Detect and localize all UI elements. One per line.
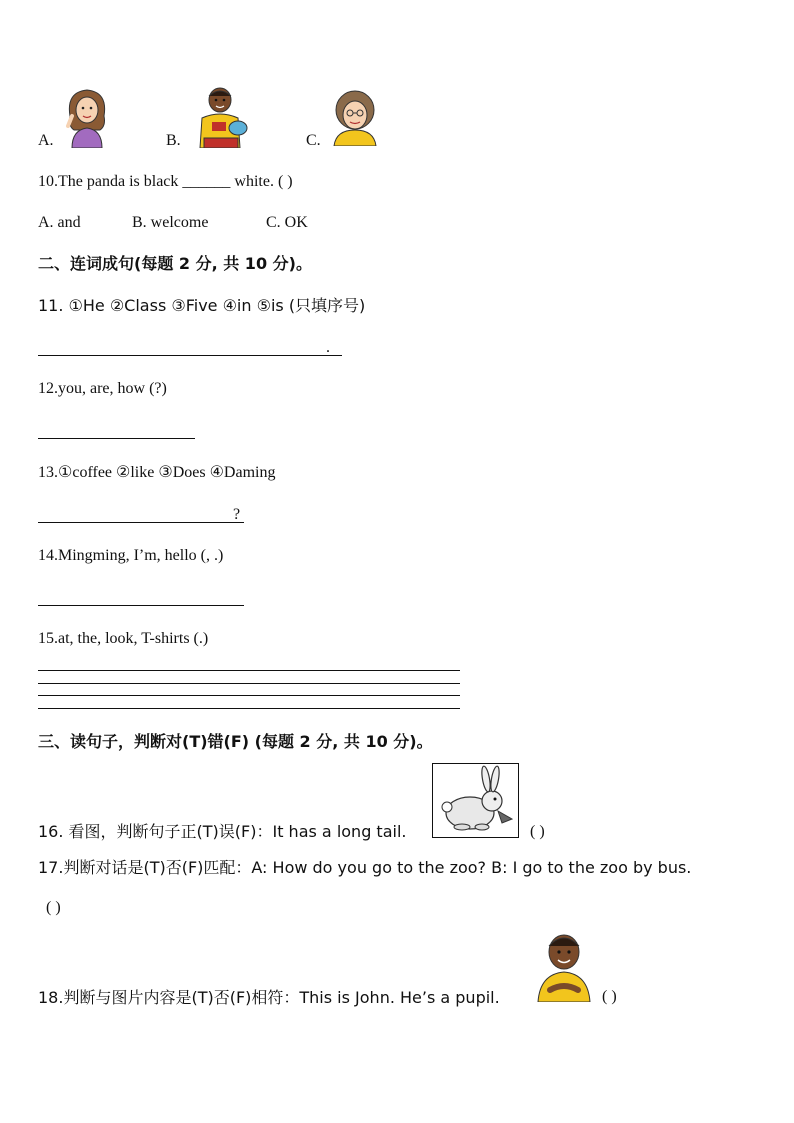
q15-answer-line-1[interactable]	[38, 670, 460, 671]
q9-option-c-label: C.	[306, 132, 321, 149]
q11-text: 11. ①He ②Class ③Five ④in ⑤is (只填序号)	[38, 296, 366, 315]
q15-answer-line-4[interactable]	[38, 708, 460, 709]
q12-answer-line[interactable]	[38, 438, 195, 439]
q15-text: 15.at, the, look, T-shirts (.)	[38, 630, 209, 647]
q10-option-a: A. and	[38, 214, 81, 231]
john-picture	[534, 930, 594, 1002]
q13-end-mark: ?	[233, 506, 241, 523]
q16-answer-blank[interactable]: ( )	[530, 823, 545, 840]
section3-heading: 三、读句子，判断对(T)错(F) (每题 2 分, 共 10 分)。	[38, 732, 433, 751]
boy-football-picture	[194, 86, 250, 148]
q14-text: 14.Mingming, I’m, hello (, .)	[38, 547, 224, 564]
section2-heading: 二、连词成句(每题 2 分, 共 10 分)。	[38, 254, 312, 273]
q15-answer-line-3[interactable]	[38, 695, 460, 696]
grandma-picture	[330, 88, 380, 146]
q11-answer-line[interactable]	[38, 355, 342, 356]
q13-text: 13.①coffee ②like ③Does ④Daming	[38, 464, 276, 481]
q18-text: 18.判断与图片内容是(T)否(F)相符：This is John. He’s a pupil.	[38, 988, 500, 1007]
q10-option-b: B. welcome	[132, 214, 209, 231]
q9-option-b-label: B.	[166, 132, 181, 149]
q12-text: 12.you, are, how (?)	[38, 380, 167, 397]
q17-answer-blank[interactable]: ( )	[46, 899, 61, 916]
q18-answer-blank[interactable]: ( )	[602, 988, 617, 1005]
q10-option-c: C. OK	[266, 214, 308, 231]
q14-answer-line[interactable]	[38, 605, 244, 606]
q17-text: 17.判断对话是(T)否(F)匹配：A: How do you go to the zoo? B: I go to the zoo by bus.	[38, 858, 692, 877]
q11-end-mark: .	[326, 339, 330, 356]
q15-answer-line-2[interactable]	[38, 683, 460, 684]
q10-stem: 10.The panda is black ______ white. ( )	[38, 173, 293, 190]
rabbit-picture	[432, 763, 519, 838]
q9-option-a-label: A.	[38, 132, 54, 149]
q13-answer-line[interactable]	[38, 522, 244, 523]
q16-text: 16. 看图，判断句子正(T)误(F)：It has a long tail.	[38, 822, 407, 841]
girl-picture	[62, 86, 112, 148]
